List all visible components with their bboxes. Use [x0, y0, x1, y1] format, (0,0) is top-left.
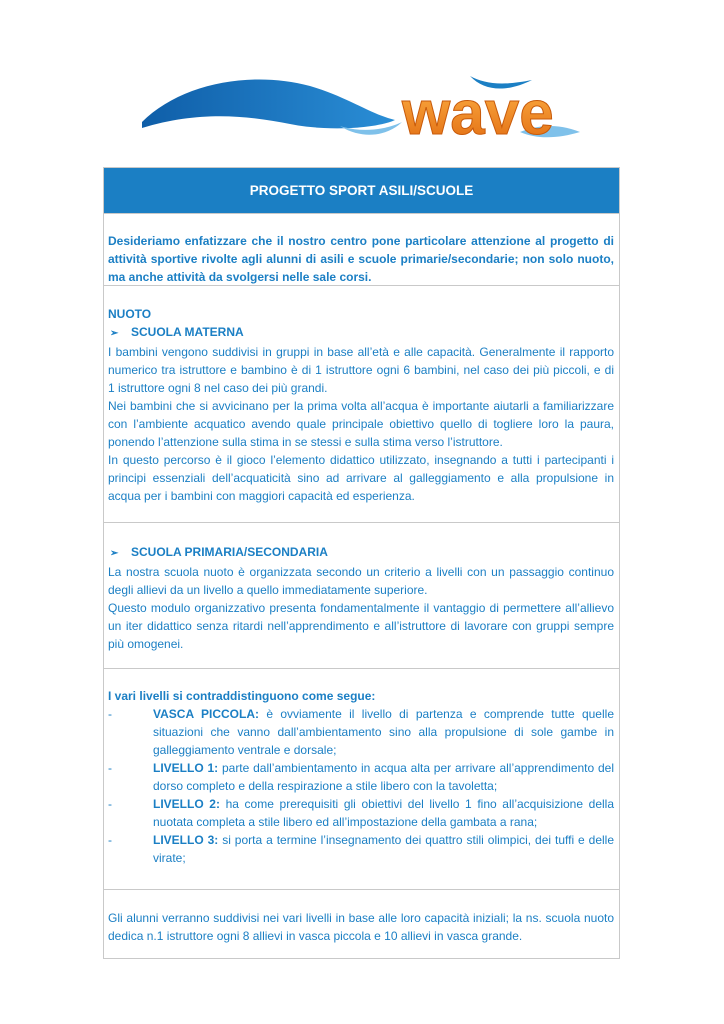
wave-logo-graphic — [140, 62, 590, 162]
paragraph-line: In questo percorso è il gioco l’elemento didattico utilizzato, insegnando a tutti i partecipanti i — [108, 453, 614, 467]
intro-line: ma anche attività da svolgersi nelle sale corsi. — [108, 270, 372, 284]
paragraph-line: La nostra scuola nuoto è organizzata secondo un criterio a livelli con un passaggio continuo — [108, 565, 614, 579]
level-item — [108, 795, 614, 831]
paragraph-line: numerico tra istruttore e bambino è di 1 istruttore ogni 6 bambini, nel caso dei più piccoli, e di — [108, 363, 614, 377]
closing-line: Gli alunni verranno suddivisi nei vari livelli in base alle loro capacità iniziali; la ns. scuola nuoto — [108, 911, 614, 925]
closing-line: dedica n.1 istruttore ogni 8 allievi in vasca piccola e 10 allievi in vasca grande. — [108, 929, 523, 943]
level-description: si porta a termine l’insegnamento dei quattro stili olimpici, dei tuffi e delle virate; — [153, 833, 615, 865]
level-text — [153, 759, 614, 795]
paragraph-line: degli allievi da un livello a quello immediatamente superiore. — [108, 583, 428, 597]
level-text — [153, 795, 614, 831]
level-label: LIVELLO 1: — [153, 761, 219, 775]
level-description: ha come prerequisiti gli obiettivi del livello 1 fino all’acquisizione della nuotata completa a stile libero ed all’impostazione della gambata a rana; — [153, 797, 614, 829]
materna-heading-text: SCUOLA MATERNA — [131, 325, 244, 339]
paragraph-line: Nei bambini che si avvicinano per la prima volta all’acqua è importante aiutarli a familiarizzare — [108, 399, 614, 413]
paragraph-line: I bambini vengono suddivisi in gruppi in base all’età e alle capacità. Generalmente il rapporto — [108, 345, 614, 359]
primaria-section — [104, 522, 619, 668]
livelli-section — [104, 668, 619, 889]
paragraph-line: principi essenziali dell’acquaticità sino ad arrivare al galleggiamento e alla propulsione in — [108, 471, 614, 485]
header-bar — [104, 168, 619, 213]
dash-bullet: - — [108, 761, 112, 775]
paragraph-line: Questo modulo organizzativo presenta fondamentalmente il vantaggio di permettere all’allievo — [108, 601, 614, 615]
paragraph-line: ponendo l’attenzione sulla stima in se stessi e sulla stima verso l’istruttore. — [108, 435, 503, 449]
level-label: LIVELLO 3: — [153, 833, 219, 847]
level-text — [153, 831, 614, 867]
wave-logo-text: wave — [402, 79, 554, 148]
intro-section — [104, 213, 619, 285]
materna-heading — [108, 323, 614, 343]
project-document — [103, 167, 620, 959]
level-item — [108, 705, 614, 759]
intro-line: Desideriamo enfatizzare che il nostro centro pone particolare attenzione al progetto di — [108, 234, 614, 248]
livelli-heading: I vari livelli si contraddistinguono come segue: — [108, 689, 376, 703]
intro-line: attività sportive rivolte agli alunni di asili e scuole primarie/secondarie; non solo nuoto, — [108, 252, 614, 266]
arrow-bullet-icon: ➢ — [110, 328, 119, 339]
wave-logo — [140, 62, 590, 162]
dash-bullet: - — [108, 797, 112, 811]
nuoto-heading: NUOTO — [108, 307, 152, 321]
level-item — [108, 759, 614, 795]
paragraph-line: acqua per i bambini con maggiori capacità ed esperienza. — [108, 489, 415, 503]
level-item — [108, 831, 614, 867]
closing-section — [104, 889, 619, 960]
page-title: PROGETTO SPORT ASILI/SCUOLE — [249, 183, 474, 198]
primaria-heading-text: SCUOLA PRIMARIA/SECONDARIA — [131, 545, 328, 559]
paragraph-line: più omogenei. — [108, 637, 184, 651]
level-text — [153, 705, 614, 759]
paragraph-line: con l’ambiente acquatico avendo quale principale obiettivo quello di togliere loro la paura, — [108, 417, 614, 431]
dash-bullet: - — [108, 707, 112, 721]
level-label: LIVELLO 2: — [153, 797, 220, 811]
nuoto-section — [104, 285, 619, 522]
dash-bullet: - — [108, 833, 112, 847]
level-description: parte dall’ambientamento in acqua alta per arrivare all’apprendimento del dorso completo e della respirazione a stile libero con la tavoletta; — [153, 761, 614, 793]
paragraph-line: un iter didattico senza ritardi nell’apprendimento e all’istruttore di lavorare con gruppi sempre — [108, 619, 614, 633]
primaria-heading — [108, 543, 614, 563]
level-description: è ovviamente il livello di partenza e comprende tutte quelle situazioni che vanno dall’ambientamento sino alla propulsione di sole gambe in galleggiamento ventrale e dorsale; — [153, 707, 614, 757]
level-label: VASCA PICCOLA: — [153, 707, 260, 721]
arrow-bullet-icon: ➢ — [110, 548, 119, 559]
paragraph-line: 1 istruttore ogni 8 nel caso dei più grandi. — [108, 381, 328, 395]
